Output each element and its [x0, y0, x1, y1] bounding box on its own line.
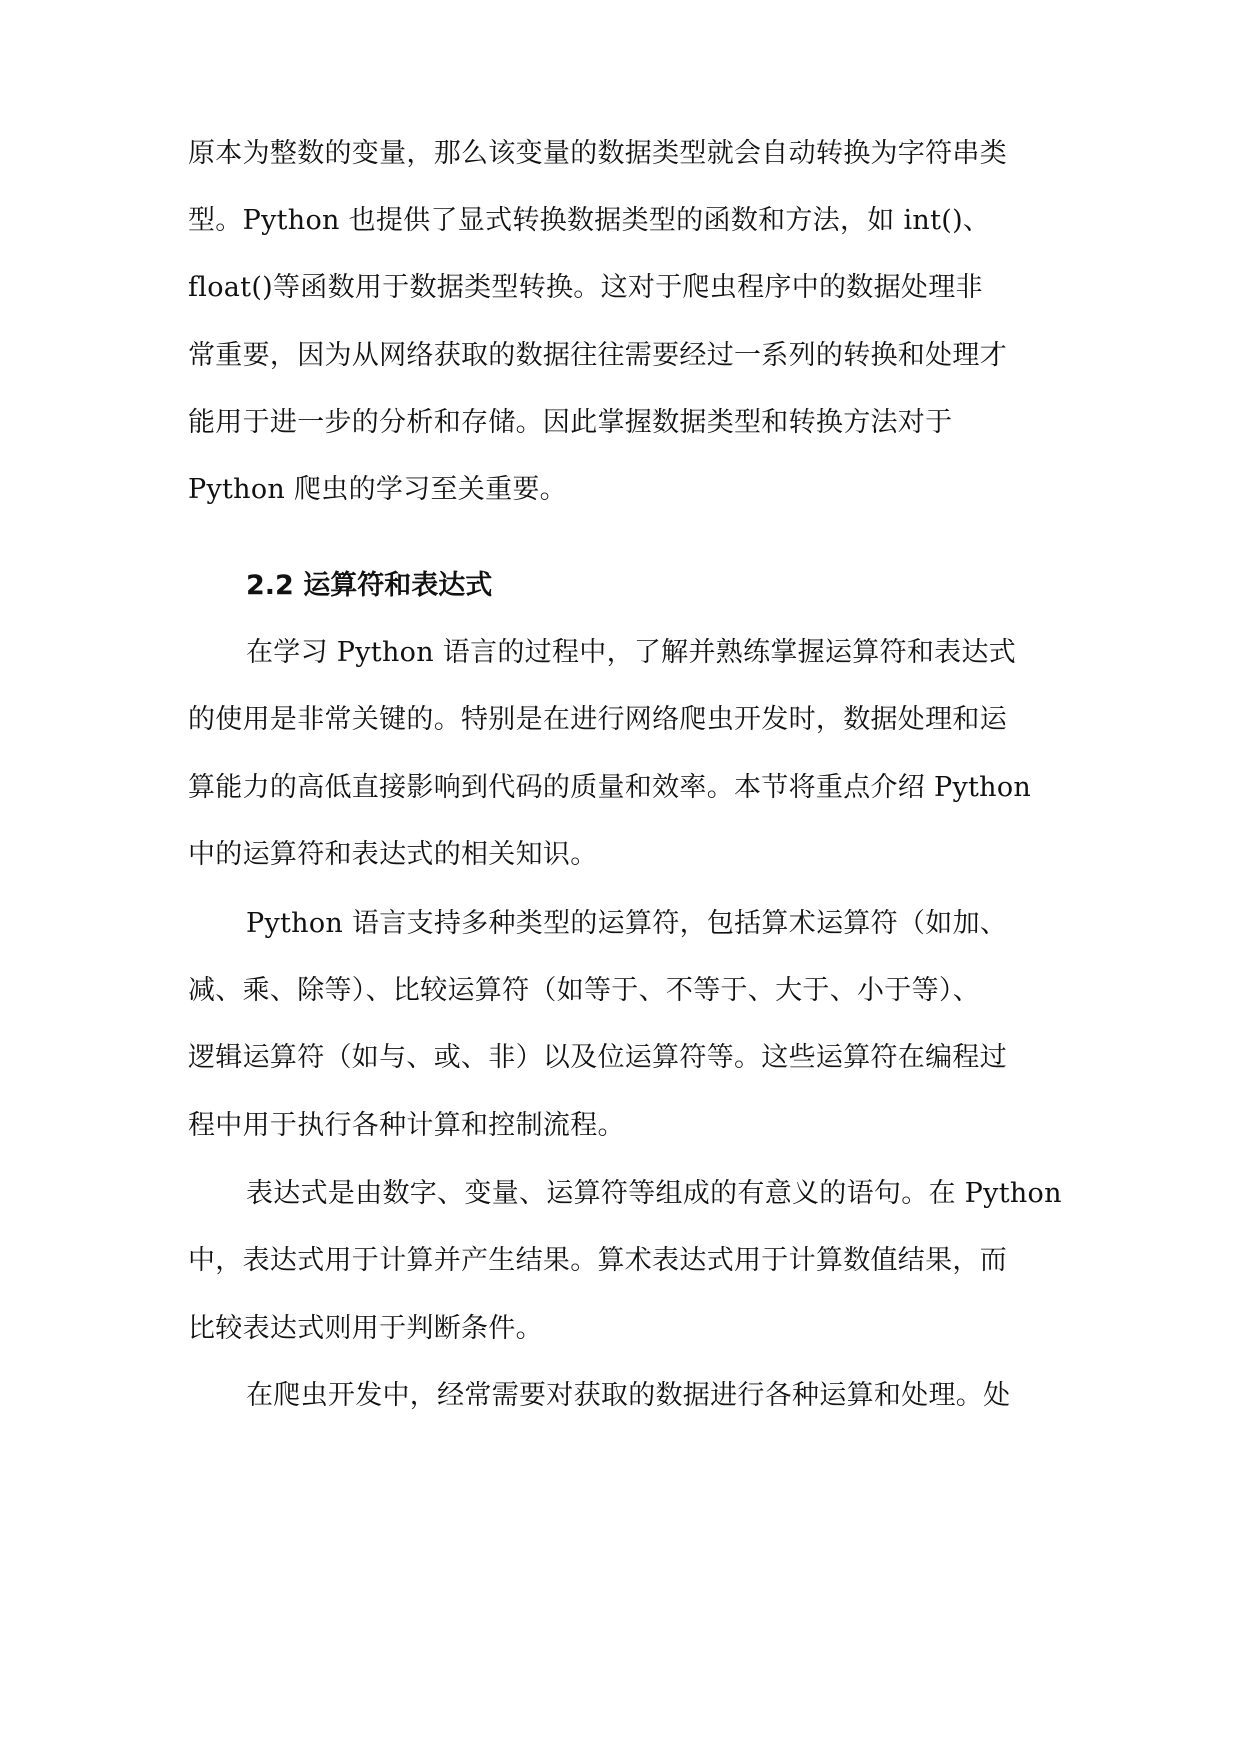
paragraph-line: Python 语言支持多种类型的运算符，包括算术运算符（如加、: [246, 908, 1008, 939]
paragraph-line: 在学习 Python 语言的过程中，了解并熟练掌握运算符和表达式: [246, 637, 1017, 668]
paragraph-line: 减、乘、除等）、比较运算符（如等于、不等于、大于、小于等）、: [188, 975, 980, 1006]
paragraph-line: 的使用是非常关键的。特别是在进行网络爬虫开发时，数据处理和运: [188, 704, 1007, 735]
paragraph-line: 逻辑运算符（如与、或、非）以及位运算符等。这些运算符在编程过: [188, 1042, 1007, 1073]
section-heading: 2.2 运算符和表达式: [246, 570, 493, 601]
paragraph-line: 常重要，因为从网络获取的数据往往需要经过一系列的转换和处理才: [188, 340, 1007, 371]
paragraph-line: 表达式是由数字、变量、运算符等组成的有意义的语句。在 Python: [246, 1178, 1062, 1209]
paragraph-line: 程中用于执行各种计算和控制流程。: [188, 1110, 625, 1141]
paragraph-line: Python 爬虫的学习至关重要。: [188, 474, 567, 505]
paragraph-line: 型。Python 也提供了显式转换数据类型的函数和方法，如 int()、: [188, 205, 991, 236]
paragraph-line: 原本为整数的变量，那么该变量的数据类型就会自动转换为字符串类: [188, 138, 1007, 169]
paragraph-line: 比较表达式则用于判断条件。: [188, 1313, 543, 1344]
paragraph-line: 中，表达式用于计算并产生结果。算术表达式用于计算数值结果，而: [188, 1245, 1007, 1276]
paragraph-line: 在爬虫开发中，经常需要对获取的数据进行各种运算和处理。处: [246, 1380, 1011, 1411]
paragraph-line: 中的运算符和表达式的相关知识。: [188, 839, 598, 870]
paragraph-line: 能用于进一步的分析和存储。因此掌握数据类型和转换方法对于: [188, 407, 953, 438]
paragraph-line: 算能力的高低直接影响到代码的质量和效率。本节将重点介绍 Python: [188, 772, 1032, 803]
paragraph-line: float()等函数用于数据类型转换。这对于爬虫程序中的数据处理非: [188, 272, 983, 303]
